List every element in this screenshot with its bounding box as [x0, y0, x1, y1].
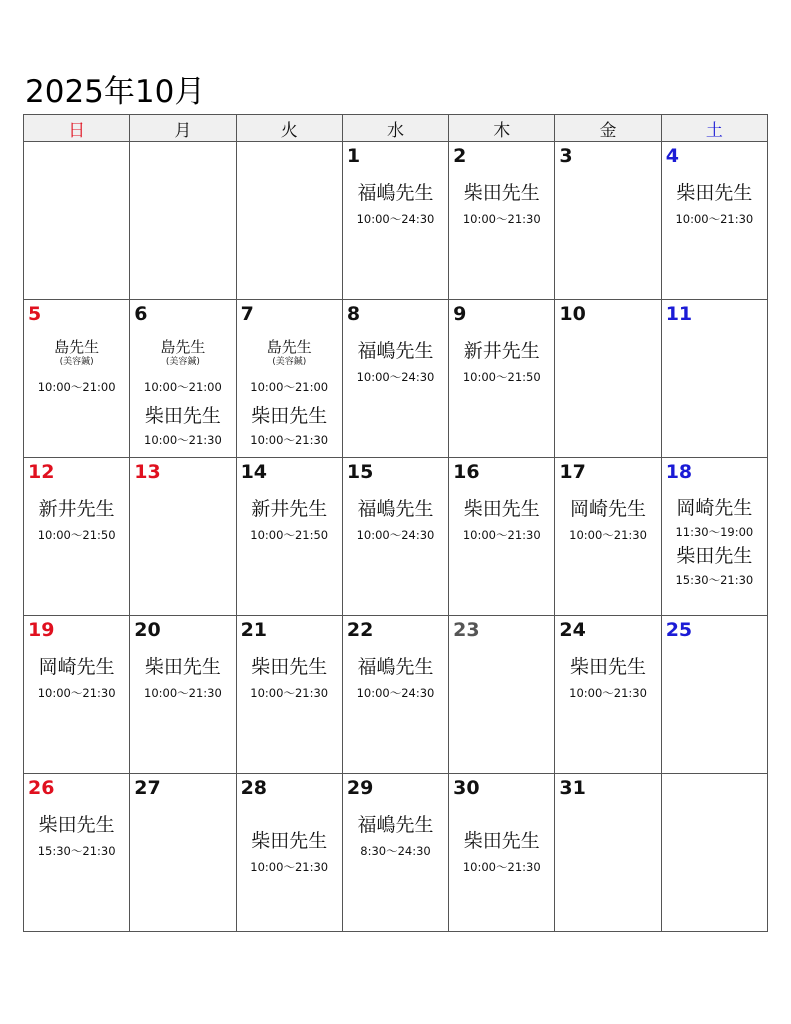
schedule-time: 10:00～21:30	[250, 860, 329, 874]
schedule-entry	[343, 176, 448, 228]
schedule-time: 11:30～19:00	[675, 525, 754, 539]
schedule-entry	[449, 492, 554, 544]
weekday-header-row	[24, 115, 768, 142]
day-schedule	[449, 334, 554, 386]
day-number: 29	[346, 777, 374, 799]
weekday-header: 金	[555, 115, 661, 142]
day-number: 16	[453, 461, 480, 483]
schedule-entry	[555, 492, 660, 544]
day-number: 17	[559, 461, 586, 483]
calendar-day-cell	[236, 458, 342, 616]
teacher-name: 柴田先生	[38, 814, 115, 836]
teacher-name: 島先生	[54, 338, 100, 356]
day-schedule	[24, 492, 129, 544]
day-schedule	[343, 176, 448, 228]
day-schedule	[130, 334, 235, 448]
calendar-day-cell	[555, 774, 661, 932]
day-number: 4	[665, 145, 679, 167]
weekday-header: 火	[236, 115, 342, 142]
schedule-time: 10:00～21:50	[462, 370, 541, 384]
schedule-time: 10:00～21:00	[144, 380, 222, 394]
day-number: 2	[453, 145, 467, 167]
teacher-name: 柴田先生	[251, 405, 328, 427]
schedule-entry	[555, 650, 660, 702]
schedule-entry	[130, 338, 235, 400]
calendar-day-cell	[449, 616, 555, 774]
schedule-entry	[343, 492, 448, 544]
day-schedule	[343, 650, 448, 702]
day-schedule	[24, 334, 129, 400]
teacher-name: 岡崎先生	[676, 497, 753, 519]
calendar-day-cell	[449, 142, 555, 300]
schedule-entry	[662, 176, 767, 228]
day-schedule	[555, 492, 660, 544]
calendar-grid	[23, 114, 768, 932]
day-schedule	[449, 808, 554, 876]
schedule-time: 10:00～21:30	[569, 528, 647, 542]
calendar-day-cell	[661, 458, 767, 616]
weekday-header: 水	[342, 115, 448, 142]
teacher-name: 柴田先生	[144, 656, 221, 678]
calendar-week-row	[24, 458, 768, 616]
calendar-day-cell	[449, 458, 555, 616]
calendar-title: 2025年10月	[25, 74, 206, 110]
calendar-day-cell	[449, 774, 555, 932]
day-schedule	[343, 808, 448, 860]
day-schedule	[24, 808, 129, 860]
calendar-day-cell	[236, 774, 342, 932]
teacher-name: 柴田先生	[144, 405, 221, 427]
weekday-header: 木	[449, 115, 555, 142]
day-number: 10	[559, 303, 586, 325]
teacher-name: 福嶋先生	[357, 656, 434, 678]
day-schedule	[662, 176, 767, 228]
schedule-entry	[24, 808, 129, 860]
schedule-time: 10:00～21:00	[250, 380, 329, 394]
schedule-time: 10:00～24:30	[356, 686, 435, 700]
teacher-name: 福嶋先生	[357, 340, 434, 362]
teacher-name: 柴田先生	[463, 498, 540, 520]
calendar-body	[24, 142, 768, 932]
calendar-day-cell	[661, 142, 767, 300]
schedule-entry	[237, 650, 342, 702]
schedule-entry	[449, 176, 554, 228]
treatment-note: (美容鍼)	[272, 357, 307, 367]
schedule-time: 10:00～21:30	[144, 686, 222, 700]
day-number: 11	[665, 303, 693, 325]
treatment-note: (美容鍼)	[165, 357, 200, 367]
schedule-time: 10:00～21:30	[462, 528, 541, 542]
schedule-entry	[24, 650, 129, 702]
day-schedule	[237, 808, 342, 876]
calendar-day-cell	[449, 300, 555, 458]
schedule-time: 10:00～21:30	[462, 212, 541, 226]
schedule-entry	[130, 650, 235, 702]
schedule-time: 10:00～21:50	[37, 528, 116, 542]
day-number: 8	[346, 303, 361, 325]
schedule-entry	[130, 400, 235, 448]
day-number: 18	[665, 461, 693, 483]
day-number: 20	[134, 619, 161, 641]
schedule-time: 10:00～21:30	[144, 433, 222, 447]
calendar-week-row	[24, 616, 768, 774]
schedule-entry	[237, 824, 342, 876]
calendar-day-cell	[555, 300, 661, 458]
teacher-name: 新井先生	[251, 498, 328, 520]
day-number: 12	[28, 461, 55, 483]
teacher-name: 島先生	[160, 338, 206, 356]
day-number: 22	[346, 619, 374, 641]
schedule-time: 10:00～24:30	[356, 370, 435, 384]
schedule-time: 10:00～21:30	[462, 860, 541, 874]
day-schedule	[662, 492, 767, 588]
schedule-entry	[449, 824, 554, 876]
day-schedule	[343, 334, 448, 386]
schedule-time: 10:00～21:00	[37, 380, 116, 394]
weekday-header: 日	[24, 115, 130, 142]
day-number: 13	[134, 461, 161, 483]
day-number: 7	[240, 303, 254, 325]
day-schedule	[237, 492, 342, 544]
day-number: 25	[665, 619, 693, 641]
teacher-name: 柴田先生	[463, 830, 540, 852]
calendar-day-cell	[555, 616, 661, 774]
calendar-empty-cell	[236, 142, 342, 300]
day-schedule	[449, 176, 554, 228]
day-number: 3	[559, 145, 573, 167]
schedule-entry	[237, 492, 342, 544]
calendar-empty-cell	[24, 142, 130, 300]
day-schedule	[343, 492, 448, 544]
schedule-entry	[237, 400, 342, 448]
day-schedule	[24, 650, 129, 702]
calendar-day-cell	[236, 616, 342, 774]
calendar-week-row	[24, 142, 768, 300]
day-number: 6	[134, 303, 148, 325]
schedule-entry	[449, 334, 554, 386]
calendar-day-cell	[342, 616, 448, 774]
calendar-empty-cell	[661, 774, 767, 932]
calendar-day-cell	[24, 616, 130, 774]
schedule-time: 10:00～21:50	[250, 528, 329, 542]
teacher-name: 新井先生	[463, 340, 540, 362]
teacher-name: 柴田先生	[463, 182, 540, 204]
calendar-day-cell	[130, 458, 236, 616]
schedule-entry	[343, 334, 448, 386]
teacher-name: 福嶋先生	[357, 498, 434, 520]
calendar-day-cell	[130, 774, 236, 932]
calendar-day-cell	[661, 616, 767, 774]
day-schedule	[555, 650, 660, 702]
day-number: 31	[559, 777, 586, 799]
day-number: 5	[28, 303, 42, 325]
teacher-name: 柴田先生	[676, 545, 753, 567]
day-number: 14	[240, 461, 268, 483]
teacher-name: 島先生	[266, 338, 312, 356]
day-number: 9	[453, 303, 467, 325]
weekday-header: 土	[661, 115, 767, 142]
calendar-day-cell	[342, 458, 448, 616]
schedule-time: 8:30～24:30	[360, 844, 431, 858]
teacher-name: 福嶋先生	[357, 814, 434, 836]
schedule-entry	[662, 492, 767, 540]
schedule-entry	[662, 540, 767, 588]
schedule-entry	[24, 338, 129, 400]
day-number: 28	[240, 777, 268, 799]
teacher-name: 岡崎先生	[38, 656, 115, 678]
schedule-time: 10:00～21:30	[675, 212, 754, 226]
schedule-time: 10:00～24:30	[356, 528, 435, 542]
day-number: 1	[346, 145, 361, 167]
schedule-time: 10:00～24:30	[356, 212, 435, 226]
schedule-entry	[24, 492, 129, 544]
teacher-name: 福嶋先生	[357, 182, 434, 204]
day-number: 19	[28, 619, 55, 641]
calendar-day-cell	[24, 300, 130, 458]
calendar-empty-cell	[130, 142, 236, 300]
day-schedule	[237, 334, 342, 448]
day-schedule	[449, 492, 554, 544]
calendar-day-cell	[130, 616, 236, 774]
calendar-day-cell	[555, 458, 661, 616]
schedule-time: 10:00～21:30	[250, 686, 329, 700]
schedule-time: 10:00～21:30	[569, 686, 647, 700]
day-schedule	[130, 650, 235, 702]
day-schedule	[237, 650, 342, 702]
schedule-time: 10:00～21:30	[37, 686, 116, 700]
treatment-note: (美容鍼)	[59, 357, 94, 367]
schedule-time: 10:00～21:30	[250, 433, 329, 447]
calendar-day-cell	[555, 142, 661, 300]
calendar-day-cell	[342, 142, 448, 300]
teacher-name: 柴田先生	[251, 656, 328, 678]
schedule-entry	[237, 338, 342, 400]
calendar-week-row	[24, 774, 768, 932]
day-number: 24	[559, 619, 586, 641]
calendar-day-cell	[342, 300, 448, 458]
day-number: 27	[134, 777, 161, 799]
calendar-day-cell	[130, 300, 236, 458]
day-number: 26	[28, 777, 55, 799]
teacher-name: 柴田先生	[676, 182, 753, 204]
teacher-name: 柴田先生	[251, 830, 328, 852]
schedule-time: 15:30～21:30	[37, 844, 116, 858]
day-number: 30	[453, 777, 480, 799]
teacher-name: 新井先生	[38, 498, 115, 520]
schedule-time: 15:30～21:30	[675, 573, 754, 587]
calendar-week-row	[24, 300, 768, 458]
calendar-day-cell	[24, 774, 130, 932]
day-number: 23	[453, 619, 480, 641]
calendar-day-cell	[24, 458, 130, 616]
calendar-day-cell	[342, 774, 448, 932]
schedule-entry	[343, 808, 448, 860]
teacher-name: 柴田先生	[570, 656, 647, 678]
calendar-day-cell	[236, 300, 342, 458]
teacher-name: 岡崎先生	[570, 498, 647, 520]
day-number: 21	[240, 619, 268, 641]
schedule-entry	[343, 650, 448, 702]
day-number: 15	[346, 461, 374, 483]
calendar-day-cell	[661, 300, 767, 458]
weekday-header: 月	[130, 115, 236, 142]
